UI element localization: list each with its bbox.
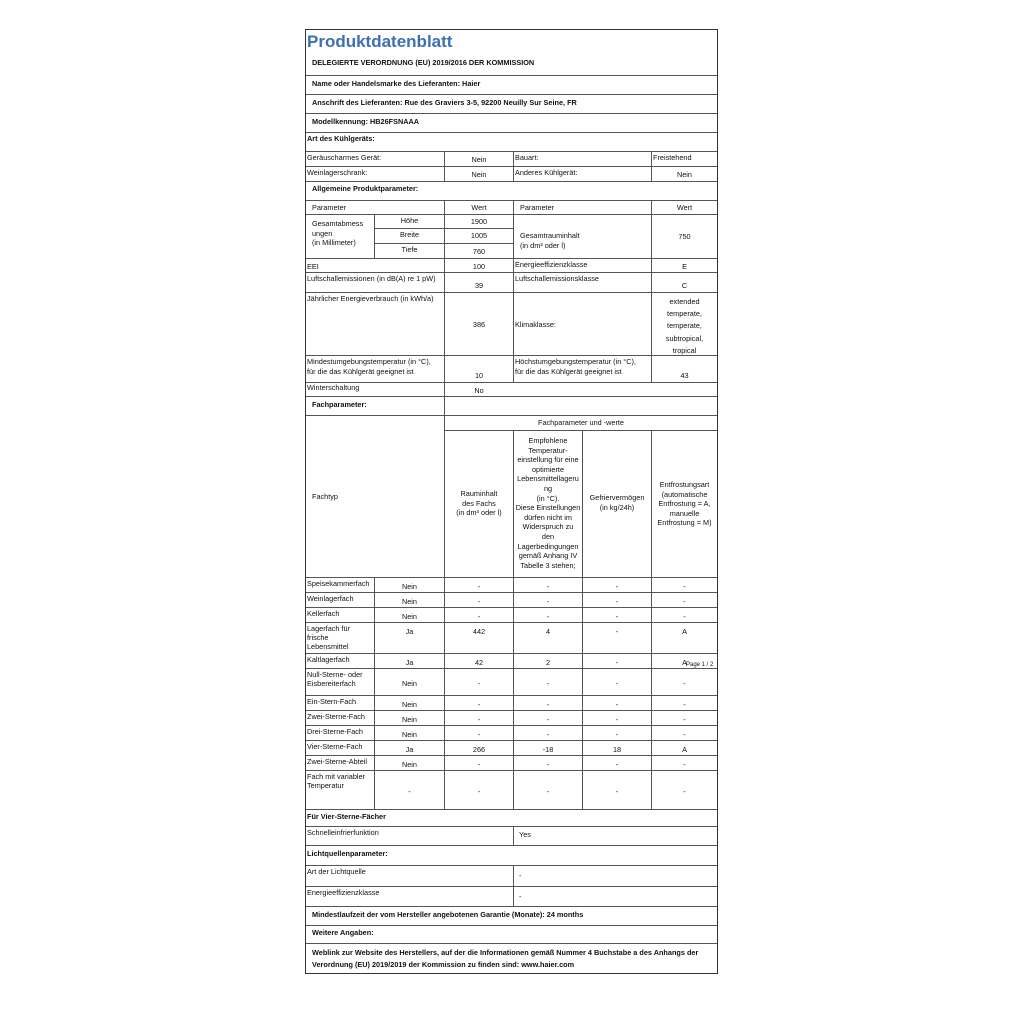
compartment-freeze: -	[582, 653, 651, 668]
compartment-present: Nein	[374, 755, 444, 770]
compartment-temp: -18	[513, 740, 582, 755]
compartment-defrost: A	[651, 653, 717, 668]
compartment-temp: -	[513, 577, 582, 592]
compartment-name-line: Temperatur	[307, 781, 344, 790]
compartment-name	[306, 755, 374, 770]
compartment-volume: -	[444, 770, 513, 809]
height-value: 1900	[444, 214, 513, 228]
noise-class-value: C	[651, 272, 717, 292]
comp-values-header: Fachparameter und -werte	[444, 415, 717, 430]
compartment-volume: -	[444, 710, 513, 725]
compartment-defrost: -	[651, 770, 717, 809]
total-volume-label-line: (in dm³ oder l)	[520, 240, 566, 250]
further-info-header: Weitere Angaben:	[306, 925, 717, 943]
dimensions-label-line: (in Millimeter)	[312, 238, 356, 248]
compartment-freeze: -	[582, 710, 651, 725]
wine-cabinet-value: Nein	[444, 166, 513, 181]
page-title: Produktdatenblatt	[307, 32, 453, 51]
max-temp-label-line: für die das Kühlgerät geeignet ist	[515, 366, 622, 376]
compartment-name	[306, 592, 374, 607]
comp-volume-header-line: (in dm³ oder l)	[456, 508, 502, 518]
compartment-freeze: -	[582, 668, 651, 695]
comp-temp-header-line: Widerspruch zu	[522, 522, 574, 532]
compartment-defrost: -	[651, 607, 717, 622]
energy-class-value: E	[651, 258, 717, 272]
dimensions-label-line: Gesamtabmess	[312, 219, 364, 228]
value-header-right: Wert	[651, 200, 717, 214]
comp-temp-header-line: ng	[543, 483, 553, 493]
compartment-volume: 42	[444, 653, 513, 668]
general-params-header: Allgemeine Produktparameter:	[306, 181, 717, 200]
eei-value: 100	[444, 258, 513, 272]
compartment-name-line: Kellerfach	[307, 609, 340, 618]
compartment-present: Nein	[374, 710, 444, 725]
compartment-present: -	[374, 770, 444, 809]
comp-temp-header	[513, 430, 582, 577]
compartment-temp: -	[513, 695, 582, 710]
compartment-present: Nein	[374, 607, 444, 622]
compartment-temp: 4	[513, 622, 582, 653]
climate-value-line: temperate,	[667, 321, 702, 331]
compartment-name	[306, 668, 374, 695]
low-noise-value: Nein	[444, 151, 513, 166]
max-temp-value: 43	[651, 355, 717, 382]
climate-value	[651, 292, 717, 355]
compartment-name-line: Vier-Sterne-Fach	[307, 742, 363, 751]
compartment-name-line: frische	[307, 633, 329, 642]
supplier-address-row: Anschrift des Lieferanten: Rue des Graviers 3-5, 92200 Neuilly Sur Seine, FR	[306, 94, 717, 113]
comp-defrost-header	[651, 430, 717, 577]
comp-defrost-header-line: (automatische	[661, 489, 708, 499]
noise-label: Luftschallemissionen (in dB(A) re 1 pW)	[306, 272, 444, 292]
noise-class-label: Luftschallemissionsklasse	[513, 272, 651, 292]
comp-temp-header-line: Tabelle 3 stehen;	[520, 560, 576, 570]
comp-temp-header-line: Lebensmittellageru	[517, 474, 579, 484]
comp-defrost-header-line: Entfrostungsart	[659, 480, 710, 489]
compartment-volume: -	[444, 592, 513, 607]
min-temp-label-line: für die das Kühlgerät geeignet ist	[307, 366, 414, 376]
comp-defrost-header-line: manuelle	[669, 508, 700, 518]
compartment-name	[306, 577, 374, 592]
compartment-temp: -	[513, 668, 582, 695]
product-data-sheet	[305, 29, 718, 974]
width-label: Breite	[374, 228, 444, 243]
energy-class-label: Energieeffizienzklasse	[513, 258, 651, 272]
compartment-header-blank	[444, 396, 717, 415]
compartment-defrost: A	[651, 740, 717, 755]
climate-value-line: subtropical,	[665, 333, 704, 343]
weblink-row-line: Weblink zur Website des Herstellers, auf der die Informationen gemäß Nummer 4 Buchstabe a des Anhangs der	[312, 948, 699, 957]
compartment-name	[306, 770, 374, 809]
compartment-present: Nein	[374, 592, 444, 607]
winter-value: No	[444, 382, 513, 396]
param-header-right: Parameter	[513, 200, 651, 214]
max-temp-label-line: Höchstumgebungstemperatur (in °C),	[515, 357, 636, 366]
comp-temp-header-line: gemäß Anhang IV	[518, 551, 578, 561]
compartment-volume: -	[444, 668, 513, 695]
compartment-defrost: -	[651, 592, 717, 607]
compartment-freeze: -	[582, 577, 651, 592]
comp-temp-header-line: Temperatur-	[528, 445, 568, 455]
noise-value: 39	[444, 272, 513, 292]
comp-temp-header-line: einstellung für eine	[517, 455, 579, 465]
comp-temp-header-line: den	[541, 531, 555, 541]
compartment-temp: -	[513, 607, 582, 622]
compartment-freeze: -	[582, 607, 651, 622]
compartment-volume: 266	[444, 740, 513, 755]
comp-temp-header-line: dürfen nicht im	[524, 512, 572, 522]
compartment-defrost: A	[651, 622, 717, 653]
comp-temp-header-line: Diese Einstellungen	[515, 503, 581, 513]
compartment-defrost: -	[651, 725, 717, 740]
comp-freeze-header-line: (in kg/24h)	[599, 502, 635, 512]
min-temp-label	[306, 355, 444, 382]
compartment-defrost: -	[651, 710, 717, 725]
dimensions-label	[306, 214, 374, 258]
compartment-temp: 2	[513, 653, 582, 668]
compartment-freeze: 18	[582, 740, 651, 755]
compartment-defrost: -	[651, 668, 717, 695]
compartment-name-line: Kaltlagerfach	[307, 655, 350, 664]
compartment-volume: -	[444, 577, 513, 592]
regulation-row: DELEGIERTE VERORDNUNG (EU) 2019/2016 DER KOMMISSION	[312, 58, 535, 67]
compartment-temp: -	[513, 710, 582, 725]
compartment-defrost: -	[651, 577, 717, 592]
design-value: Freistehend	[651, 151, 717, 166]
fast-freeze-value: Yes	[513, 826, 717, 845]
compartment-temp: -	[513, 725, 582, 740]
comp-freeze-header	[582, 430, 651, 577]
compartment-name-line: Zwei-Sterne-Fach	[307, 712, 365, 721]
compartment-volume: -	[444, 607, 513, 622]
climate-value-line: tropical	[672, 345, 697, 355]
supplier-name-row: Name oder Handelsmarke des Lieferanten: Haier	[306, 75, 717, 94]
compartment-present: Nein	[374, 668, 444, 695]
comp-volume-header	[444, 430, 513, 577]
design-label: Bauart:	[513, 151, 651, 166]
depth-value: 760	[444, 243, 513, 258]
comp-defrost-header-line: Entfrostung = A,	[658, 499, 711, 509]
fast-freeze-label: Schnelleinfrierfunktion	[306, 826, 513, 845]
compartment-name-line: Eisbereiterfach	[307, 679, 356, 688]
comp-temp-header-line: optimierte	[531, 464, 565, 474]
compartment-temp: -	[513, 755, 582, 770]
comp-freeze-header-line: Gefriervermögen	[589, 493, 645, 502]
compartment-name	[306, 740, 374, 755]
annual-energy-label: Jährlicher Energieverbrauch (in kWh/a)	[306, 292, 444, 355]
compartment-defrost: -	[651, 695, 717, 710]
comp-volume-header-line: Rauminhalt	[460, 489, 498, 498]
climate-value-line: temperate,	[667, 309, 702, 319]
compartment-defrost: -	[651, 755, 717, 770]
compartment-freeze: -	[582, 592, 651, 607]
compartment-temp: -	[513, 592, 582, 607]
compartment-freeze: -	[582, 755, 651, 770]
appliance-type-header: Art des Kühlgeräts:	[306, 132, 717, 151]
other-appliance-label: Anderes Kühlgerät:	[513, 166, 651, 181]
compartment-name	[306, 695, 374, 710]
comp-type-header: Fachtyp	[306, 415, 444, 577]
width-value: 1005	[444, 228, 513, 243]
compartment-name	[306, 725, 374, 740]
wine-cabinet-label: Weinlagerschrank:	[306, 166, 444, 181]
light-type-label: Art der Lichtquelle	[306, 865, 513, 886]
max-temp-label	[513, 355, 651, 382]
compartment-present: Nein	[374, 577, 444, 592]
compartment-name-line: Drei-Sterne-Fach	[307, 727, 363, 736]
light-type-value: -	[513, 865, 717, 886]
comp-volume-header-line: des Fachs	[462, 498, 496, 508]
compartment-volume: 442	[444, 622, 513, 653]
compartment-name	[306, 653, 374, 668]
low-noise-label: Geräuscharmes Gerät:	[306, 151, 444, 166]
depth-label: Tiefe	[374, 243, 444, 258]
compartment-name-line: Speisekammerfach	[307, 579, 370, 588]
compartment-freeze: -	[582, 770, 651, 809]
compartment-present: Nein	[374, 695, 444, 710]
light-class-value: -	[513, 886, 717, 906]
compartment-name-line: Zwei-Sterne-Abteil	[307, 757, 368, 766]
winter-label: Winterschaltung	[306, 382, 444, 396]
comp-defrost-header-line: Entfrostung = M)	[657, 518, 712, 528]
compartment-name-line: Lagerfach für	[307, 624, 350, 633]
compartment-freeze: -	[582, 725, 651, 740]
comp-temp-header-line: (in °C).	[536, 493, 560, 503]
comp-temp-header-line: Lagerbedingungen	[517, 541, 579, 551]
light-class-label: Energieeffizienzklasse	[306, 886, 513, 906]
winter-blank	[513, 382, 717, 396]
compartment-name	[306, 607, 374, 622]
weblink-row	[306, 943, 717, 973]
compartment-volume: -	[444, 695, 513, 710]
compartment-present: Ja	[374, 653, 444, 668]
total-volume-value: 750	[651, 214, 717, 258]
warranty-row: Mindestlaufzeit der vom Hersteller angebotenen Garantie (Monate): 24 months	[306, 906, 717, 925]
compartment-freeze: -	[582, 622, 651, 653]
total-volume-label-line: Gesamtrauminhalt	[520, 231, 580, 240]
climate-value-line: extended	[669, 297, 700, 306]
comp-temp-header-line: Empfohlene	[528, 436, 568, 445]
min-temp-value: 10	[444, 355, 513, 382]
value-header-left: Wert	[444, 200, 513, 214]
four-star-header: Für Vier-Sterne-Fächer	[306, 809, 717, 826]
compartment-name-line: Fach mit variabler	[307, 772, 365, 781]
compartment-volume: -	[444, 725, 513, 740]
page-number: Page 1 / 2	[686, 662, 714, 668]
compartment-name	[306, 622, 374, 653]
min-temp-label-line: Mindestumgebungstemperatur (in °C),	[307, 357, 431, 366]
annual-energy-value: 386	[444, 292, 513, 355]
compartment-name	[306, 710, 374, 725]
other-appliance-value: Nein	[651, 166, 717, 181]
compartment-volume: -	[444, 755, 513, 770]
climate-label: Klimaklasse:	[513, 292, 651, 355]
compartment-name-line: Ein-Stern-Fach	[307, 697, 357, 706]
dimensions-label-line: ungen	[312, 228, 333, 238]
param-header-left: Parameter	[306, 200, 444, 214]
compartment-name-line: Null-Sterne- oder	[307, 670, 363, 679]
compartment-name-line: Weinlagerfach	[307, 594, 354, 603]
compartment-temp: -	[513, 770, 582, 809]
compartment-present: Ja	[374, 622, 444, 653]
compartment-header: Fachparameter:	[306, 396, 444, 415]
eei-label: EEI	[306, 258, 444, 272]
height-label: Höhe	[374, 214, 444, 228]
compartment-present: Nein	[374, 725, 444, 740]
total-volume-label	[513, 214, 651, 258]
compartment-name-line: Lebensmittel	[307, 642, 349, 651]
compartment-freeze: -	[582, 695, 651, 710]
weblink-row-line: Verordnung (EU) 2019/2019 der Kommission zu finden sind: www.haier.com	[312, 960, 575, 969]
compartment-present: Ja	[374, 740, 444, 755]
model-row: Modellkennung: HB26FSNAAA	[306, 113, 717, 132]
light-header: Lichtquellenparameter:	[306, 845, 717, 865]
